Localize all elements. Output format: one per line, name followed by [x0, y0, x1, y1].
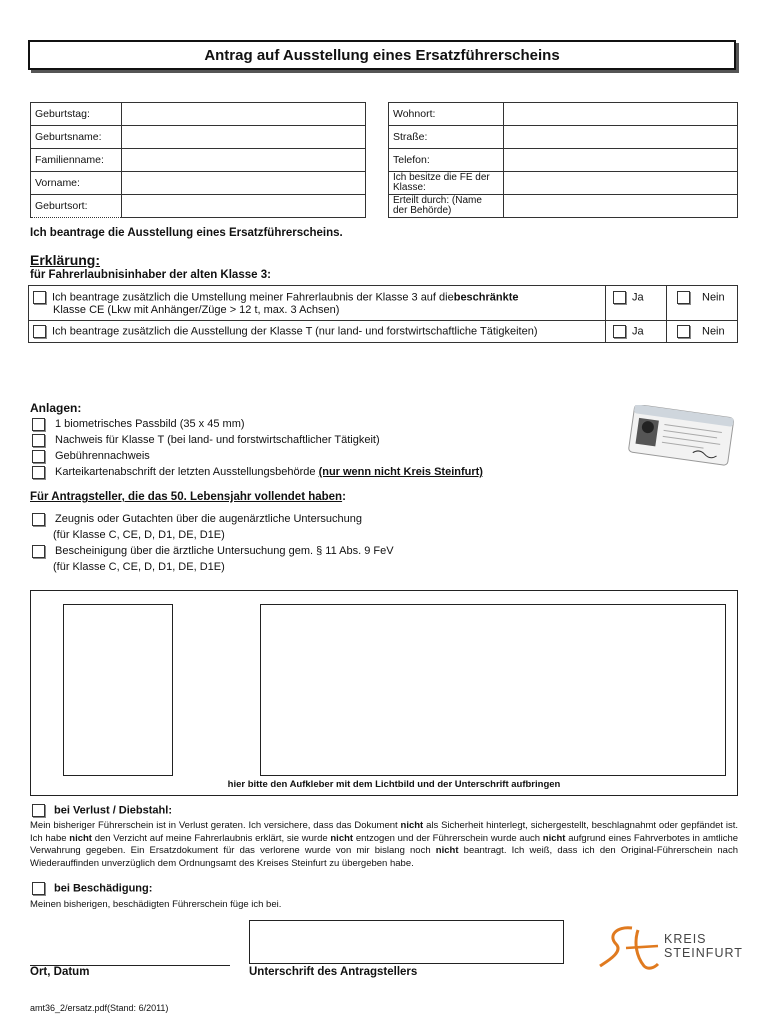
- nein-label: Nein: [702, 291, 725, 304]
- verlust-t3: den Verzicht auf meine Fahrerlaubnis erklärt, sie wurde: [94, 832, 328, 844]
- field-geburtstag[interactable]: [122, 103, 366, 126]
- kreis-steinfurt-logo-icon: [598, 922, 660, 972]
- logo-line-1: KREIS: [664, 932, 707, 946]
- option-ce-text: Ich beantrage zusätzlich die Umstellung meiner Fahrerlaubnis der Klasse 3 auf die: [52, 290, 454, 303]
- fuenfzig-sub: (für Klasse C, CE, D, D1, DE, D1E): [53, 529, 225, 541]
- fuenfzig-heading: [30, 491, 346, 503]
- field-strasse[interactable]: [504, 126, 738, 149]
- sticker-caption: hier bitte den Aufkleber mit dem Lichtbild und der Unterschrift aufbringen: [227, 779, 561, 790]
- verlust-t6: beantragt. Ich weiß, dass ich den Original-Führerschein nach Wiederauffinden unverzüglich dem Ordnungsamt des Kreises Steinfurt zu übergeben habe.: [30, 845, 738, 869]
- nein-cell-ce: [667, 286, 738, 321]
- ja-cell-t: [606, 321, 667, 343]
- nein-cell-t: [667, 321, 738, 343]
- verlust-b5: nicht: [435, 845, 459, 856]
- anlage-label: Karteikartenabschrift der letzten Ausstellungsbehörde: [55, 466, 316, 478]
- verlust-t2: als Sicherheit hinterlegt, sichergestellt, beschlagnahmt oder gepfändet ist. Ich habe: [30, 820, 739, 844]
- fuenfzig-item: [32, 511, 394, 527]
- label-familienname: Familienname:: [31, 149, 122, 172]
- label-geburtstag: Geburtstag:: [31, 103, 122, 126]
- label-vorname: Vorname:: [31, 172, 122, 195]
- verlust-b3: nicht: [330, 832, 354, 844]
- field-vorname[interactable]: [122, 172, 366, 195]
- checkbox-klasse-t[interactable]: [33, 325, 46, 338]
- fuenfzig-heading-text: Für Antragsteller, die das 50. Lebensjahr vollendet haben: [30, 491, 343, 503]
- checkbox-passbild[interactable]: [32, 418, 45, 431]
- field-fe-klasse[interactable]: [504, 172, 738, 195]
- anlage-item: [32, 448, 483, 464]
- license-card-image: [625, 405, 740, 467]
- beschaedigung-heading: bei Beschädigung:: [54, 882, 153, 895]
- signature-sticker-box[interactable]: [260, 604, 726, 776]
- ja-label: Ja: [632, 291, 644, 304]
- logo-text: [664, 932, 743, 960]
- verlust-heading-row: [32, 804, 172, 817]
- anlage-label: Nachweis für Klasse T (bei land- und forstwirtschaftlicher Tätigkeit): [55, 434, 380, 446]
- ja-cell-ce: [606, 286, 667, 321]
- anlage-label: Gebührennachweis: [55, 450, 150, 462]
- label-geburtsort: Geburtsort:: [31, 195, 122, 218]
- label-strasse: Straße:: [389, 126, 504, 149]
- fuenfzig-colon: :: [342, 491, 346, 503]
- anlage-label: 1 biometrisches Passbild (35 x 45 mm): [55, 418, 245, 430]
- label-wohnort: Wohnort:: [389, 103, 504, 126]
- checkbox-karteikarte[interactable]: [32, 466, 45, 479]
- field-erteilt-durch[interactable]: [504, 195, 738, 218]
- fuenfzig-label: Bescheinigung über die ärztliche Untersuchung gem. § 11 Abs. 9 FeV: [55, 545, 394, 557]
- anlage-note: (nur wenn nicht Kreis Steinfurt): [318, 466, 483, 478]
- checkbox-ja-t[interactable]: [613, 325, 626, 338]
- verlust-b1: nicht: [400, 820, 424, 831]
- ort-datum-label: Ort, Datum: [30, 966, 90, 978]
- verlust-b2: nicht: [69, 832, 92, 844]
- personal-data-left: [30, 102, 366, 218]
- fuenfzig-sub: (für Klasse C, CE, D, D1, DE, D1E): [53, 561, 225, 573]
- fuenfzig-item: [32, 543, 394, 559]
- option-ce-bold: beschränkte: [453, 290, 519, 303]
- field-geburtsname[interactable]: [122, 126, 366, 149]
- option-row-klasse-ce: [29, 286, 606, 321]
- verlust-t5: aufgrund eines Fahrverbotes in amtliche Verwahrung gegeben. Ein Ersatzdokument für das verlorene wurde von mir bislang noch: [30, 832, 739, 856]
- anlage-item: [32, 416, 483, 432]
- erklaerung-heading: Erklärung:: [30, 252, 101, 268]
- erklaerung-options: [28, 285, 738, 343]
- checkbox-gebuehren[interactable]: [32, 450, 45, 463]
- signature-box[interactable]: [249, 920, 564, 964]
- field-geburtsort[interactable]: [122, 195, 366, 218]
- option-row-klasse-t: [29, 321, 606, 343]
- checkbox-nein-t[interactable]: [677, 325, 690, 338]
- statement: Ich beantrage die Ausstellung eines Ersatzführerscheins.: [30, 227, 343, 239]
- field-telefon[interactable]: [504, 149, 738, 172]
- anlagen-list: [32, 416, 483, 480]
- photo-box[interactable]: [63, 604, 173, 776]
- label-geburtsname: Geburtsname:: [31, 126, 122, 149]
- option-t-text: Ich beantrage zusätzlich die Ausstellung der Klasse T (nur land- und forstwirtschaftliche Tätigkeiten): [52, 325, 538, 338]
- checkbox-klasse-ce[interactable]: [33, 291, 46, 304]
- beschaedigung-text: Meinen bisherigen, beschädigten Führerschein füge ich bei.: [30, 899, 282, 910]
- fuenfzig-label: Zeugnis oder Gutachten über die augenärztliche Untersuchung: [55, 513, 362, 525]
- verlust-t1: Mein bisheriger Führerschein ist in Verlust geraten. Ich versichere, dass das Dokument: [30, 820, 398, 831]
- verlust-b4: nicht: [542, 832, 566, 844]
- checkbox-ja-ce[interactable]: [613, 291, 626, 304]
- logo-line-2: STEINFURT: [664, 946, 743, 960]
- verlust-heading: bei Verlust / Diebstahl:: [54, 804, 172, 817]
- option-ce-text-2: Klasse CE (Lkw mit Anhänger/Züge > 12 t, max. 3 Achsen): [53, 303, 340, 316]
- checkbox-nein-ce[interactable]: [677, 291, 690, 304]
- label-telefon: Telefon:: [389, 149, 504, 172]
- field-wohnort[interactable]: [504, 103, 738, 126]
- checkbox-nachweis-t[interactable]: [32, 434, 45, 447]
- checkbox-aerztlich[interactable]: [32, 545, 45, 558]
- checkbox-verlust[interactable]: [32, 804, 45, 817]
- anlage-item: [32, 464, 483, 480]
- unterschrift-label: Unterschrift des Antragstellers: [249, 966, 418, 978]
- field-familienname[interactable]: [122, 149, 366, 172]
- anlage-item: [32, 432, 483, 448]
- checkbox-beschaedigung[interactable]: [32, 882, 45, 895]
- checkbox-augenarzt[interactable]: [32, 513, 45, 526]
- label-erteilt-durch: Erteilt durch: (Name der Behörde): [389, 195, 504, 218]
- footer-ref: amt36_2/ersatz.pdf(Stand: 6/2011): [30, 1003, 169, 1013]
- ja-label: Ja: [632, 325, 644, 338]
- verlust-text: [30, 820, 738, 870]
- page-title: Antrag auf Ausstellung eines Ersatzführerscheins: [28, 40, 736, 70]
- verlust-t4: entzogen und der Führerschein wurde auch: [355, 832, 541, 844]
- label-fe-klasse: Ich besitze die FE der Klasse:: [389, 172, 504, 195]
- anlagen-heading: Anlagen:: [30, 401, 82, 415]
- erklaerung-subheading: für Fahrerlaubnisinhaber der alten Klasse 3:: [30, 269, 271, 281]
- personal-data-right: [388, 102, 738, 218]
- beschaedigung-heading-row: [32, 882, 152, 895]
- nein-label: Nein: [702, 325, 725, 338]
- fuenfzig-list: [32, 511, 394, 575]
